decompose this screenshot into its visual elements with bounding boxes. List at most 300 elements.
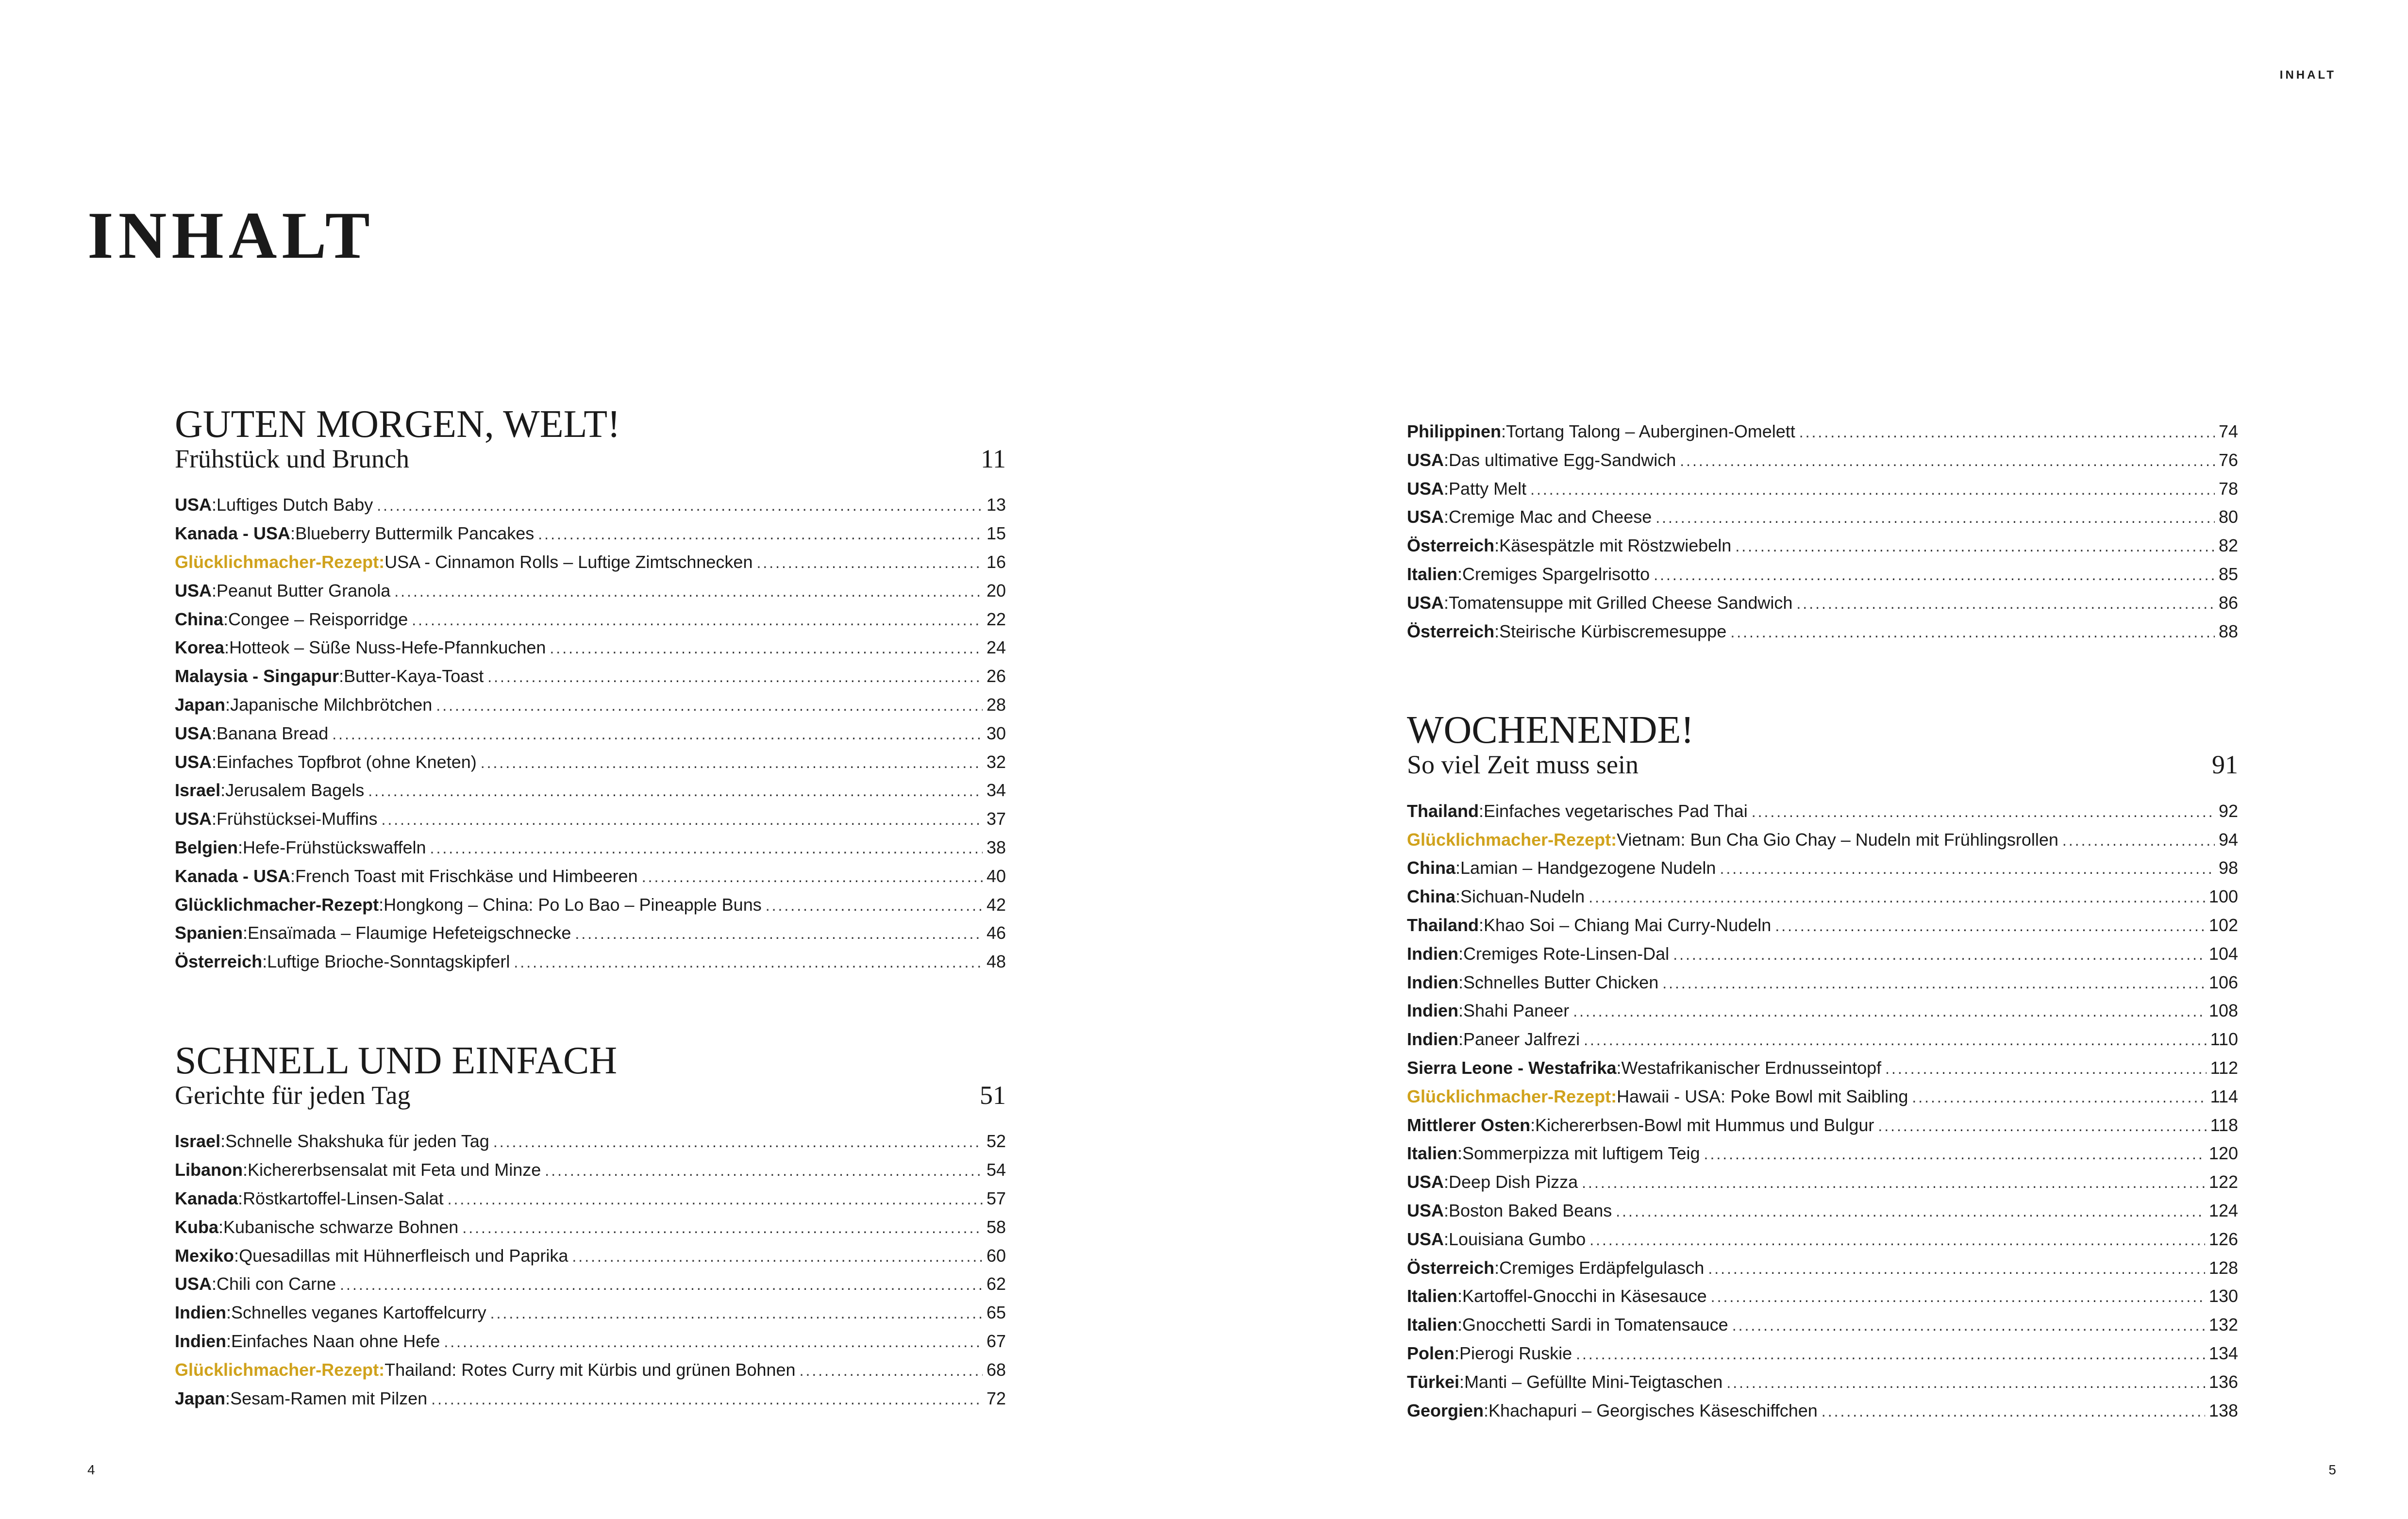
leader-dots [340, 1276, 983, 1294]
toc-entry[interactable]: Österreich : Steirische Kürbiscremesuppe ..... 88 [1407, 621, 2238, 650]
entry-dish: Congee – Reisporridge [228, 609, 408, 629]
leader-dots [756, 554, 982, 572]
entry-country: Spanien [175, 923, 243, 943]
entry-list [1407, 421, 2238, 650]
entry-country: USA [175, 495, 212, 515]
entry-page-number: 13 [986, 495, 1006, 515]
entry-page-number: 60 [986, 1245, 1006, 1266]
entry-dish: Patty Melt [1449, 478, 1527, 499]
toc-entry[interactable]: Georgien : Khachapuri – Georgisches Käseschiffchen ..... 138 [1407, 1401, 2238, 1429]
entry-page-number: 130 [2208, 1286, 2238, 1306]
toc-section [1407, 421, 2238, 650]
entry-page-number: 98 [2218, 858, 2238, 878]
leader-dots [1799, 423, 2215, 441]
entry-country: Kanada - USA [175, 523, 291, 544]
entry-dish: Chili con Carne [217, 1274, 336, 1294]
entry-page-number: 92 [2218, 801, 2238, 821]
leader-dots [1796, 595, 2215, 613]
entry-country: Belgien [175, 837, 238, 857]
toc-entry[interactable]: China : Sichuan-Nudeln ..... 100 [1407, 886, 2238, 915]
section-subtitle: So viel Zeit muss sein [1407, 750, 1639, 780]
entry-dish: Hongkong – China: Po Lo Bao – Pineapple Buns [384, 894, 762, 915]
entry-country: Japan [175, 694, 226, 715]
entry-country: USA [1407, 478, 1444, 499]
entry-dish: Schnelles Butter Chicken [1463, 972, 1659, 992]
entry-page-number: 85 [2218, 564, 2238, 584]
entry-country: Philippinen [1407, 421, 1501, 441]
entry-dish: Blueberry Buttermilk Pancakes [295, 523, 535, 544]
leader-dots [394, 583, 983, 601]
toc-entry[interactable]: Österreich : Luftige Brioche-Sonntagskipferl ..... 48 [175, 951, 1006, 980]
leader-dots [1732, 1317, 2205, 1335]
toc-entry[interactable]: China : Congee – Reisporridge ..... 22 [175, 609, 1006, 638]
entry-country: Kanada - USA [175, 866, 291, 886]
entry-page-number: 28 [986, 694, 1006, 715]
entry-country: Israel [175, 780, 221, 801]
leader-dots [448, 1190, 983, 1208]
toc-column-left [175, 404, 1006, 1477]
entry-dish: Kubanische schwarze Bohnen [223, 1217, 459, 1237]
toc-entry[interactable]: Malaysia - Singapur : Butter-Kaya-Toast ..... 26 [175, 666, 1006, 695]
leader-dots [1912, 1088, 2206, 1106]
leader-dots [514, 953, 983, 971]
leader-dots [1589, 888, 2205, 906]
entry-dish: Ensaïmada – Flaumige Hefeteigschnecke [248, 923, 571, 943]
toc-entry[interactable]: Kuba : Kubanische schwarze Bohnen ..... 58 [175, 1217, 1006, 1246]
entry-dish: Pierogi Ruskie [1459, 1343, 1572, 1363]
leader-dots [1654, 566, 2215, 584]
toc-column-right [1407, 421, 2238, 1489]
leader-dots [1708, 1260, 2205, 1278]
leader-dots [2062, 832, 2215, 850]
entry-list [1407, 801, 2238, 1429]
section-title: WOCHENENDE! [1407, 709, 1694, 752]
entry-dish: Thailand: Rotes Curry mit Kürbis und grünen Bohnen [385, 1359, 796, 1380]
entry-country: USA [175, 1274, 212, 1294]
toc-entry[interactable]: Sierra Leone - Westafrika : Westafrikanischer Erdnusseintopf ..... 112 [1407, 1058, 2238, 1086]
leader-dots [412, 611, 983, 629]
leader-dots [1680, 452, 2215, 470]
entry-dish: Einfaches Topfbrot (ohne Kneten) [217, 751, 477, 772]
toc-entry[interactable]: Japan : Sesam-Ramen mit Pilzen ..... 72 [175, 1388, 1006, 1417]
entry-country: USA [1407, 1200, 1444, 1220]
entry-dish: Banana Bread [217, 723, 329, 743]
leader-dots [381, 811, 982, 829]
section-page-number: 91 [2212, 750, 2238, 780]
toc-entry[interactable]: Polen : Pierogi Ruskie ..... 134 [1407, 1343, 2238, 1372]
toc-entry[interactable]: USA : Deep Dish Pizza ..... 122 [1407, 1172, 2238, 1201]
entry-page-number: 138 [2208, 1400, 2238, 1420]
toc-entry[interactable] [1407, 830, 2238, 858]
entry-country: Sierra Leone - Westafrika [1407, 1057, 1617, 1078]
entry-dish: Hotteok – Süße Nuss-Hefe-Pfannkuchen [229, 637, 546, 658]
leader-dots [1704, 1145, 2205, 1163]
entry-dish: Frühstücksei-Muffins [217, 809, 378, 829]
entry-page-number: 80 [2218, 507, 2238, 527]
entry-dish: Kartoffel-Gnocchi in Käsesauce [1462, 1286, 1707, 1306]
entry-country: Indien [175, 1331, 226, 1351]
toc-entry[interactable]: Indien : Paneer Jalfrezi ..... 110 [1407, 1029, 2238, 1058]
entry-list [175, 495, 1006, 980]
running-head: INHALT [2279, 68, 2336, 82]
section-subtitle-row [175, 445, 1006, 473]
leader-dots [1616, 1202, 2205, 1220]
entry-country: Indien [1407, 1001, 1458, 1021]
entry-page-number: 132 [2208, 1315, 2238, 1335]
page-number-right: 5 [2328, 1462, 2336, 1477]
entry-page-number: 38 [986, 837, 1006, 857]
entry-dish: Schnelles veganes Kartoffelcurry [231, 1302, 486, 1323]
entry-country: Glücklichmacher-Rezept: [1407, 829, 1617, 850]
entry-country: Italien [1407, 1286, 1458, 1306]
leader-dots [1576, 1345, 2205, 1363]
entry-page-number: 136 [2208, 1371, 2238, 1392]
entry-dish: Japanische Milchbrötchen [230, 694, 433, 715]
entry-country: Glücklichmacher-Rezept [175, 894, 379, 915]
entry-dish: Käsespätzle mit Röstzwiebeln [1499, 535, 1732, 556]
entry-country: Indien [1407, 943, 1458, 964]
entry-country: Türkei [1407, 1371, 1460, 1392]
entry-dish: Boston Baked Beans [1449, 1200, 1612, 1220]
leader-dots [1673, 946, 2205, 964]
section-title: GUTEN MORGEN, WELT! [175, 403, 620, 446]
entry-page-number: 100 [2208, 886, 2238, 907]
entry-dish: French Toast mit Frischkäse und Himbeeren [295, 866, 638, 886]
entry-dish: Lamian – Handgezogene Nudeln [1460, 858, 1716, 878]
entry-dish: Sichuan-Nudeln [1460, 886, 1585, 907]
leader-dots [642, 868, 983, 886]
toc-entry[interactable]: Indien : Einfaches Naan ohne Hefe ..... 67 [175, 1331, 1006, 1360]
toc-entry[interactable]: Mittlerer Osten : Kichererbsen-Bowl mit Hummus und Bulgur ..... 118 [1407, 1115, 2238, 1144]
entry-dish: Peanut Butter Granola [217, 580, 391, 601]
entry-dish: Westafrikanischer Erdnusseintopf [1621, 1057, 1882, 1078]
leader-dots [1662, 974, 2205, 992]
section-subtitle-row [175, 1081, 1006, 1110]
leader-dots [1589, 1231, 2205, 1249]
entry-page-number: 82 [2218, 535, 2238, 556]
entry-country: Österreich [1407, 621, 1495, 641]
leader-dots [1735, 537, 2215, 555]
toc-entry[interactable]: Belgien : Hefe-Frühstückswaffeln ..... 38 [175, 837, 1006, 866]
entry-page-number: 26 [986, 666, 1006, 686]
toc-section [175, 1040, 1006, 1417]
leader-dots [490, 1304, 983, 1322]
leader-dots [800, 1362, 983, 1380]
toc-entry[interactable]: USA : Banana Bread ..... 30 [175, 723, 1006, 752]
entry-country: Österreich [175, 951, 263, 972]
entry-page-number: 126 [2208, 1229, 2238, 1249]
toc-entry[interactable]: USA : Patty Melt ..... 78 [1407, 479, 2238, 507]
leader-dots [1775, 917, 2205, 935]
entry-country: Polen [1407, 1343, 1455, 1363]
entry-country: USA [175, 580, 212, 601]
entry-country: USA [1407, 507, 1444, 527]
toc-entry[interactable]: USA : Frühstücksei-Muffins ..... 37 [175, 809, 1006, 837]
leader-dots [487, 668, 983, 686]
toc-entry[interactable]: Libanon : Kichererbsensalat mit Feta und Minze ..... 54 [175, 1160, 1006, 1188]
entry-list [175, 1131, 1006, 1417]
toc-entry[interactable]: Indien : Shahi Paneer ..... 108 [1407, 1001, 2238, 1029]
entry-country: Israel [175, 1131, 221, 1152]
entry-dish: Vietnam: Bun Cha Gio Chay – Nudeln mit Frühlingsrollen [1617, 829, 2058, 850]
entry-dish: Luftiges Dutch Baby [217, 495, 373, 515]
entry-country: China [1407, 858, 1456, 878]
toc-entry[interactable]: USA : Peanut Butter Granola ..... 20 [175, 581, 1006, 609]
entry-dish: Gnocchetti Sardi in Tomatensauce [1462, 1315, 1728, 1335]
entry-country: Glücklichmacher-Rezept: [1407, 1086, 1617, 1106]
section-page-number: 11 [981, 444, 1006, 473]
leader-dots [1752, 803, 2215, 821]
entry-page-number: 48 [986, 951, 1006, 972]
entry-page-number: 46 [986, 923, 1006, 943]
entry-dish: Quesadillas mit Hühnerfleisch und Paprika [239, 1245, 569, 1266]
entry-page-number: 15 [986, 523, 1006, 544]
toc-entry[interactable]: USA : Chili con Carne ..... 62 [175, 1274, 1006, 1302]
entry-dish: Sesam-Ramen mit Pilzen [230, 1388, 428, 1408]
entry-page-number: 110 [2210, 1029, 2238, 1050]
entry-country: Thailand [1407, 915, 1479, 935]
leader-dots [481, 754, 983, 772]
entry-dish: Khao Soi – Chiang Mai Curry-Nudeln [1484, 915, 1772, 935]
entry-page-number: 65 [986, 1302, 1006, 1323]
entry-country: Kuba [175, 1217, 218, 1237]
entry-dish: Cremiges Spargelrisotto [1462, 564, 1650, 584]
leader-dots [1726, 1374, 2205, 1392]
entry-page-number: 54 [986, 1160, 1006, 1180]
entry-country: Österreich [1407, 1257, 1495, 1278]
leader-dots [462, 1219, 983, 1237]
entry-country: Glücklichmacher-Rezept: [175, 1359, 385, 1380]
entry-page-number: 30 [986, 723, 1006, 743]
leader-dots [431, 1390, 983, 1408]
page-number-left: 4 [87, 1462, 95, 1477]
toc-entry[interactable]: Israel : Jerusalem Bagels ..... 34 [175, 780, 1006, 809]
entry-country: Indien [175, 1302, 226, 1323]
entry-page-number: 58 [986, 1217, 1006, 1237]
entry-dish: Paneer Jalfrezi [1463, 1029, 1580, 1050]
entry-page-number: 67 [986, 1331, 1006, 1351]
entry-page-number: 57 [986, 1188, 1006, 1208]
entry-page-number: 37 [986, 809, 1006, 829]
toc-section [175, 404, 1006, 980]
entry-page-number: 106 [2208, 972, 2238, 992]
page-title: INHALT [87, 198, 375, 272]
toc-entry[interactable]: USA : Tomatensuppe mit Grilled Cheese Sandwich ..... 86 [1407, 593, 2238, 621]
leader-dots [1878, 1117, 2206, 1135]
toc-entry[interactable]: Italien : Sommerpizza mit luftigem Teig ..... 120 [1407, 1143, 2238, 1172]
entry-page-number: 124 [2208, 1200, 2238, 1220]
entry-country: Georgien [1407, 1400, 1484, 1420]
entry-page-number: 72 [986, 1388, 1006, 1408]
entry-dish: Deep Dish Pizza [1449, 1172, 1578, 1192]
entry-country: Korea [175, 637, 225, 658]
leader-dots [493, 1133, 983, 1151]
entry-dish: USA - Cinnamon Rolls – Luftige Zimtschnecken [385, 551, 753, 572]
toc-entry[interactable]: Italien : Gnocchetti Sardi in Tomatensauce ..... 132 [1407, 1315, 2238, 1343]
entry-dish: Röstkartoffel-Linsen-Salat [243, 1188, 444, 1208]
entry-page-number: 104 [2208, 943, 2238, 964]
toc-entry[interactable]: Kanada : Röstkartoffel-Linsen-Salat ..... 57 [175, 1188, 1006, 1217]
entry-page-number: 114 [2210, 1086, 2238, 1106]
entry-country: Malaysia - Singapur [175, 666, 339, 686]
entry-dish: Cremiges Erdäpfelgulasch [1499, 1257, 1705, 1278]
entry-country: Glücklichmacher-Rezept: [175, 551, 385, 572]
entry-page-number: 118 [2210, 1115, 2238, 1135]
entry-page-number: 88 [2218, 621, 2238, 641]
toc-entry[interactable]: Japan : Japanische Milchbrötchen ..... 28 [175, 695, 1006, 723]
toc-entry[interactable]: Mexiko : Quesadillas mit Hühnerfleisch und Paprika ..... 60 [175, 1246, 1006, 1274]
leader-dots [1720, 860, 2215, 878]
entry-page-number: 94 [2218, 829, 2238, 850]
leader-dots [545, 1162, 983, 1180]
entry-dish: Louisiana Gumbo [1449, 1229, 1586, 1249]
entry-country: USA [1407, 1229, 1444, 1249]
leader-dots [430, 839, 983, 857]
entry-country: Österreich [1407, 535, 1495, 556]
entry-page-number: 62 [986, 1274, 1006, 1294]
toc-entry[interactable]: China : Lamian – Handgezogene Nudeln ..... 98 [1407, 858, 2238, 886]
entry-dish: Hawaii - USA: Poke Bowl mit Saibling [1617, 1086, 1908, 1106]
toc-entry[interactable]: Spanien : Ensaïmada – Flaumige Hefeteigschnecke ..... 46 [175, 923, 1006, 951]
toc-entry[interactable]: USA : Luftiges Dutch Baby ..... 13 [175, 495, 1006, 523]
entry-country: Italien [1407, 1143, 1458, 1164]
toc-entry[interactable]: Korea : Hotteok – Süße Nuss-Hefe-Pfannkuchen ..... 24 [175, 637, 1006, 666]
toc-entry[interactable]: Philippinen : Tortang Talong – Auberginen-Omelett ..... 74 [1407, 421, 2238, 450]
toc-entry[interactable]: Indien : Schnelles Butter Chicken ..... 106 [1407, 972, 2238, 1001]
entry-page-number: 112 [2210, 1057, 2238, 1078]
entry-dish: Manti – Gefüllte Mini-Teigtaschen [1464, 1371, 1723, 1392]
entry-dish: Sommerpizza mit luftigem Teig [1462, 1143, 1700, 1164]
entry-page-number: 120 [2208, 1143, 2238, 1164]
entry-page-number: 108 [2208, 1001, 2238, 1021]
entry-dish: Hefe-Frühstückswaffeln [243, 837, 426, 857]
toc-entry[interactable]: Indien : Cremiges Rote-Linsen-Dal ..... 104 [1407, 944, 2238, 972]
entry-country: Thailand [1407, 801, 1479, 821]
entry-page-number: 78 [2218, 478, 2238, 499]
entry-page-number: 68 [986, 1359, 1006, 1380]
toc-entry[interactable]: Israel : Schnelle Shakshuka für jeden Tag ..... 52 [175, 1131, 1006, 1160]
entry-country: USA [175, 751, 212, 772]
leader-dots [1730, 623, 2215, 641]
entry-page-number: 134 [2208, 1343, 2238, 1363]
entry-country: USA [1407, 1172, 1444, 1192]
toc-entry[interactable]: Thailand : Khao Soi – Chiang Mai Curry-Nudeln ..... 102 [1407, 915, 2238, 944]
entry-dish: Butter-Kaya-Toast [344, 666, 484, 686]
leader-dots [1530, 481, 2215, 499]
entry-dish: Jerusalem Bagels [225, 780, 365, 801]
entry-page-number: 20 [986, 580, 1006, 601]
toc-entry[interactable]: USA : Einfaches Topfbrot (ohne Kneten) ..... 32 [175, 752, 1006, 781]
entry-page-number: 86 [2218, 592, 2238, 613]
entry-country: Indien [1407, 972, 1458, 992]
entry-dish: Das ultimative Egg-Sandwich [1449, 450, 1676, 470]
leader-dots [1711, 1288, 2205, 1306]
entry-country: USA [1407, 450, 1444, 470]
entry-country: Italien [1407, 1315, 1458, 1335]
entry-dish: Einfaches Naan ohne Hefe [231, 1331, 440, 1351]
entry-country: Kanada [175, 1188, 238, 1208]
entry-country: Indien [1407, 1029, 1458, 1050]
entry-page-number: 42 [986, 894, 1006, 915]
toc-entry[interactable] [175, 1360, 1006, 1388]
toc-entry[interactable]: USA : Boston Baked Beans ..... 124 [1407, 1201, 2238, 1229]
entry-page-number: 16 [986, 551, 1006, 572]
entry-page-number: 102 [2208, 915, 2238, 935]
entry-page-number: 52 [986, 1131, 1006, 1152]
toc-entry[interactable]: Kanada - USA : French Toast mit Frischkäse und Himbeeren ..... 40 [175, 866, 1006, 895]
leader-dots [332, 725, 983, 743]
leader-dots [1573, 1002, 2205, 1020]
toc-entry[interactable]: Kanada - USA : Blueberry Buttermilk Pancakes ..... 15 [175, 523, 1006, 552]
entry-dish: Luftige Brioche-Sonntagskipferl [267, 951, 510, 972]
entry-page-number: 32 [986, 751, 1006, 772]
entry-country: Japan [175, 1388, 226, 1408]
entry-page-number: 128 [2208, 1257, 2238, 1278]
toc-entry[interactable]: USA : Das ultimative Egg-Sandwich ..... 76 [1407, 450, 2238, 479]
toc-entry[interactable]: Österreich : Cremiges Erdäpfelgulasch ..... 128 [1407, 1258, 2238, 1286]
leader-dots [1822, 1402, 2205, 1420]
section-subtitle: Frühstück und Brunch [175, 444, 409, 473]
entry-dish: Shahi Paneer [1463, 1001, 1570, 1021]
entry-dish: Cremiges Rote-Linsen-Dal [1463, 943, 1670, 964]
leader-dots [1656, 509, 2215, 527]
toc-entry[interactable]: Thailand : Einfaches vegetarisches Pad Thai ..... 92 [1407, 801, 2238, 830]
toc-entry[interactable]: Indien : Schnelles veganes Kartoffelcurry ..... 65 [175, 1302, 1006, 1331]
entry-country: USA [1407, 592, 1444, 613]
entry-page-number: 122 [2208, 1172, 2238, 1192]
leader-dots [575, 925, 983, 943]
leader-dots [572, 1248, 983, 1266]
entry-country: Italien [1407, 564, 1458, 584]
toc-entry[interactable]: USA : Louisiana Gumbo ..... 126 [1407, 1229, 2238, 1258]
toc-entry[interactable] [1407, 1086, 2238, 1115]
entry-dish: Tortang Talong – Auberginen-Omelett [1506, 421, 1795, 441]
entry-dish: Schnelle Shakshuka für jeden Tag [225, 1131, 489, 1152]
entry-page-number: 40 [986, 866, 1006, 886]
entry-country: China [1407, 886, 1456, 907]
entry-page-number: 34 [986, 780, 1006, 801]
leader-dots [1582, 1174, 2205, 1192]
section-subtitle-row [1407, 751, 2238, 779]
toc-entry[interactable]: Österreich : Käsespätzle mit Röstzwiebeln ..... 82 [1407, 535, 2238, 564]
leader-dots [368, 782, 983, 800]
entry-country: Libanon [175, 1160, 243, 1180]
leader-dots [444, 1333, 983, 1351]
toc-entry[interactable] [175, 552, 1006, 581]
leader-dots [1584, 1031, 2206, 1049]
leader-dots [436, 697, 983, 715]
entry-page-number: 24 [986, 637, 1006, 658]
entry-page-number: 76 [2218, 450, 2238, 470]
section-page-number: 51 [980, 1080, 1006, 1110]
leader-dots [377, 497, 983, 515]
toc-entry[interactable]: Italien : Cremiges Spargelrisotto ..... 85 [1407, 564, 2238, 593]
section-subtitle: Gerichte für jeden Tag [175, 1080, 411, 1110]
entry-dish: Tomatensuppe mit Grilled Cheese Sandwich [1449, 592, 1793, 613]
leader-dots [1885, 1060, 2206, 1078]
leader-dots [766, 897, 983, 915]
entry-country: USA [175, 809, 212, 829]
entry-dish: Steirische Kürbiscremesuppe [1499, 621, 1727, 641]
toc-entry[interactable]: Türkei : Manti – Gefüllte Mini-Teigtaschen ..... 136 [1407, 1372, 2238, 1401]
leader-dots [538, 525, 983, 543]
toc-entry[interactable]: USA : Cremige Mac and Cheese ..... 80 [1407, 507, 2238, 535]
entry-page-number: 74 [2218, 421, 2238, 441]
toc-entry[interactable]: Italien : Kartoffel-Gnocchi in Käsesauce ..... 130 [1407, 1286, 2238, 1315]
entry-dish: Einfaches vegetarisches Pad Thai [1484, 801, 1748, 821]
toc-entry[interactable]: Glücklichmacher-Rezept : Hongkong – China: Po Lo Bao – Pineapple Buns ..... 42 [175, 895, 1006, 923]
entry-country: Mittlerer Osten [1407, 1115, 1531, 1135]
